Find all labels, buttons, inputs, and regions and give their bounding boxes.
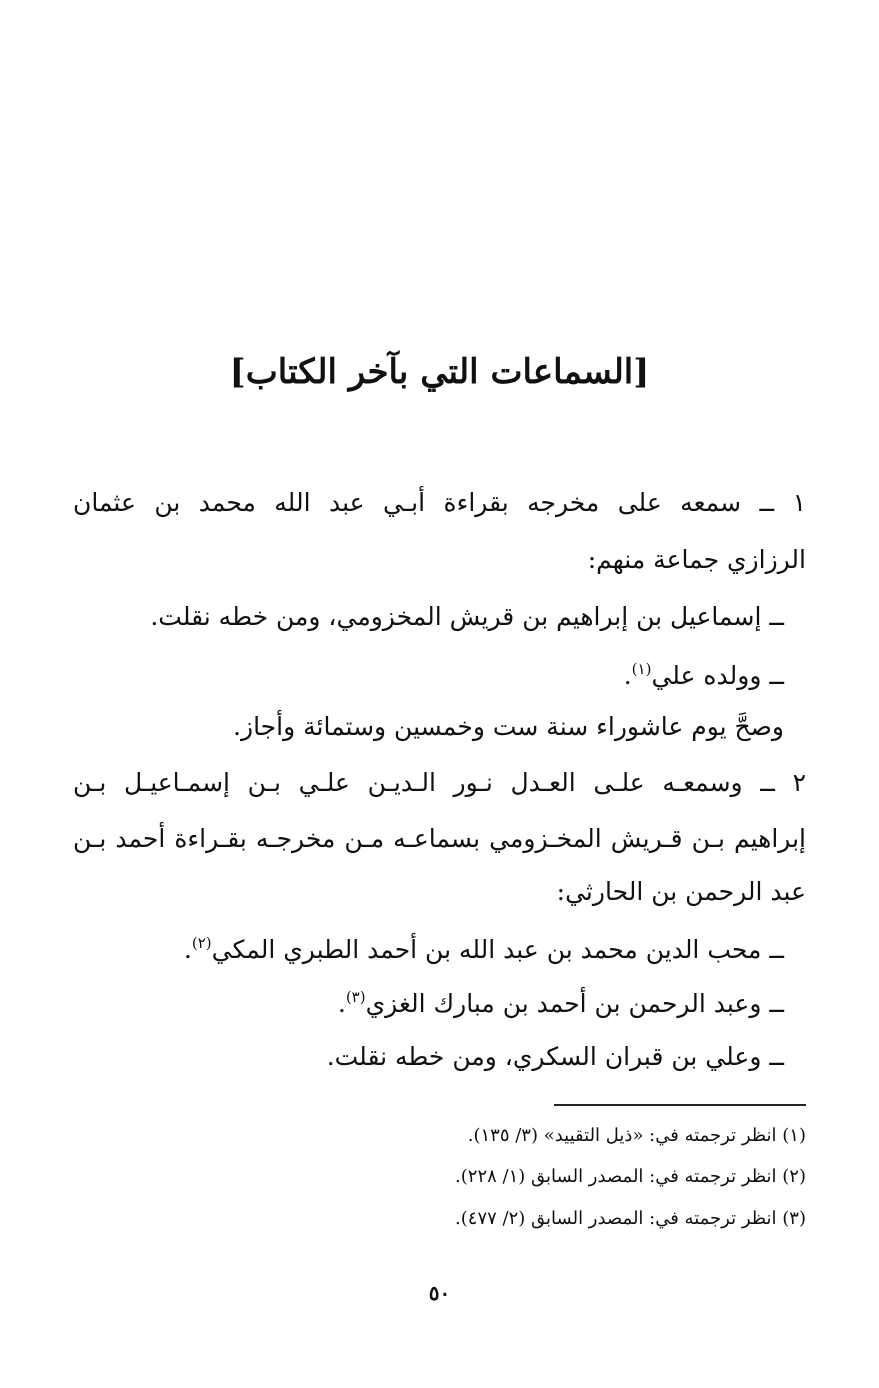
footnote-ref: (٣)	[345, 988, 366, 1006]
list-item-text: ــ إسماعيل بن إبراهيم بن قريش المخزومي، ومن خطه نقلت.	[150, 602, 784, 631]
item2-list-item	[73, 934, 784, 964]
list-item-tail: .	[183, 935, 192, 964]
item1-closing: وصحَّ يوم عاشوراء سنة ست وخمسين وستمائة وأجاز.	[233, 712, 784, 741]
section-title: [السماعات التي بآخر الكتاب]	[229, 352, 650, 392]
item1-line1: ١ ــ سمعه على مخرجه بقراءة أبـي عبد الله محمد بن عثمان	[73, 488, 806, 517]
footnote-ref: (٢)	[191, 934, 212, 952]
footnote: (٣) انظر ترجمته في: المصدر السابق (٢/ ٤٧٧).	[455, 1208, 806, 1229]
item2-line2: إبراهيم بـن قـريش المخـزومي بسماعـه مـن مخرجـه بقـراءة أحمد بـن	[73, 824, 806, 853]
item2-line1: ٢ ــ وسمعـه علـى العـدل نـور الـديـن علـي بـن إسمـاعيـل بـن	[73, 768, 806, 797]
page-number: ٥٠	[428, 1281, 451, 1305]
list-item-text: ــ محب الدين محمد بن عبد الله بن أحمد الطبري المكي	[211, 935, 784, 964]
item2-list-item	[73, 1042, 784, 1071]
item2-line3: عبد الرحمن بن الحارثي:	[556, 877, 806, 906]
item1-list-item	[73, 602, 784, 631]
list-item-text: ــ وولده علي	[651, 661, 784, 690]
footnote-ref: (١)	[631, 660, 652, 678]
footnote: (١) انظر ترجمته في: «ذيل التقييد» (٣/ ١٣٥).	[467, 1125, 806, 1146]
item2-list-item	[73, 988, 784, 1018]
footnote: (٢) انظر ترجمته في: المصدر السابق (١/ ٢٢٨).	[455, 1166, 806, 1187]
list-item-tail: .	[337, 989, 346, 1018]
list-item-text: ــ وعبد الرحمن بن أحمد بن مبارك الغزي	[365, 989, 784, 1018]
list-item-text: ــ وعلي بن قبران السكري، ومن خطه نقلت.	[326, 1042, 784, 1071]
item1-line2: الرزازي جماعة منهم:	[587, 545, 806, 574]
footnote-divider	[554, 1104, 806, 1106]
item1-list-item	[73, 660, 784, 690]
list-item-tail: .	[623, 661, 632, 690]
